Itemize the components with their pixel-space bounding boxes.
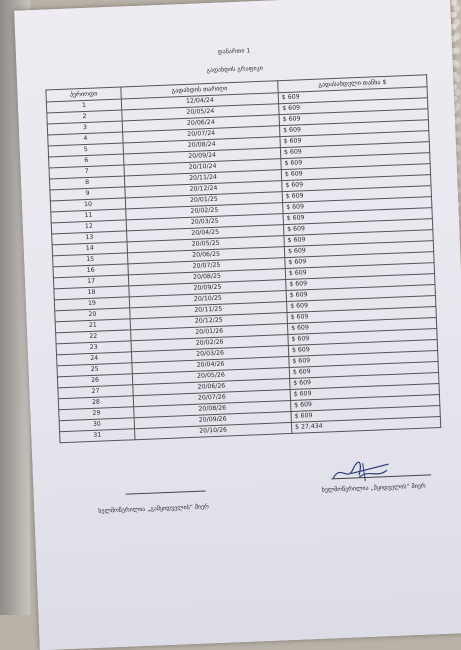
cell-amount: $ 609 [283, 219, 432, 236]
cell-date: 20/07/25 [128, 258, 285, 275]
cell-period: 28 [58, 396, 133, 410]
cell-amount: $ 609 [282, 175, 431, 192]
cell-date: 20/02/25 [126, 203, 283, 220]
cell-amount: $ 609 [286, 274, 435, 291]
cell-date: 20/09/26 [134, 411, 291, 428]
cell-period: 20 [55, 308, 130, 322]
buyer-signature-caption: ხელმოწერილია „მყიდველის“ მიერ [321, 482, 426, 494]
cell-date: 20/10/24 [124, 159, 281, 176]
cell-date: 20/03/26 [131, 346, 288, 363]
cell-date: 20/12/24 [125, 181, 282, 198]
cell-date: 20/02/26 [131, 335, 288, 352]
cell-period: 17 [53, 275, 128, 289]
cell-period: 21 [55, 319, 130, 333]
column-header-period: პერიოდი [46, 87, 121, 102]
cell-period: 16 [53, 264, 128, 278]
cell-period: 10 [50, 198, 125, 212]
cell-date: 20/09/25 [129, 280, 286, 297]
cell-amount: $ 609 [283, 208, 432, 225]
cell-period: 19 [54, 297, 129, 311]
cell-amount: $ 609 [287, 307, 436, 324]
cell-amount: $ 609 [280, 131, 429, 148]
payment-schedule-table [45, 74, 441, 443]
cell-period: 6 [49, 154, 124, 168]
cell-period: 3 [47, 121, 122, 135]
cell-date: 20/04/25 [127, 225, 284, 242]
cell-date: 20/05/25 [127, 236, 284, 253]
cell-amount: $ 609 [280, 120, 429, 137]
cell-amount: $ 609 [290, 384, 439, 401]
column-header-amount: გადასახდელი თანხა $ [278, 75, 427, 93]
cell-date: 20/05/24 [122, 104, 279, 121]
document-heading: დანართი 1 [217, 47, 251, 56]
cell-amount: $ 609 [285, 252, 434, 269]
cell-period: 5 [48, 143, 123, 157]
cell-period: 27 [58, 385, 133, 399]
seller-signature-caption: ხელმოწერილია „გამყიდველის“ მიერ [98, 503, 210, 515]
cell-period: 8 [49, 176, 124, 190]
cell-date: 20/12/25 [130, 313, 287, 330]
cell-date: 12/04/24 [121, 93, 278, 110]
cell-period: 2 [47, 110, 122, 124]
cell-date: 20/06/26 [133, 378, 290, 395]
cell-amount: $ 609 [284, 230, 433, 247]
cell-date: 20/04/26 [132, 357, 289, 374]
cell-date: 20/05/26 [132, 367, 289, 384]
cell-period: 31 [60, 429, 135, 443]
cell-amount: $ 609 [289, 351, 438, 368]
cell-amount: $ 609 [285, 263, 434, 280]
cell-date: 20/07/24 [123, 126, 280, 143]
cell-date: 20/03/25 [126, 214, 283, 231]
cell-date: 20/08/26 [134, 400, 291, 417]
cell-amount: $ 609 [287, 296, 436, 313]
cell-amount: $ 609 [291, 394, 440, 411]
cell-date: 20/09/24 [124, 148, 281, 165]
cell-amount: $ 609 [279, 98, 428, 115]
cell-date: 20/07/26 [133, 389, 290, 406]
cell-amount: $ 609 [280, 142, 429, 159]
cell-amount: $ 609 [288, 329, 437, 346]
cell-amount: $ 609 [286, 285, 435, 302]
cell-period: 24 [57, 352, 132, 366]
cell-period: 22 [56, 330, 131, 344]
cell-period: 4 [48, 132, 123, 146]
cell-period: 13 [52, 231, 127, 245]
cell-period: 23 [56, 341, 131, 355]
cell-amount: $ 27,434 [291, 416, 440, 433]
cell-amount: $ 609 [281, 153, 430, 170]
seller-signature-line [126, 490, 206, 494]
cell-date: 20/06/24 [122, 115, 279, 132]
cell-period: 11 [51, 209, 126, 223]
cell-period: 26 [57, 374, 132, 388]
buyer-signature-mark [328, 458, 399, 487]
cell-amount: $ 609 [287, 318, 436, 335]
cell-period: 25 [57, 363, 132, 377]
cell-period: 9 [50, 187, 125, 201]
cell-amount: $ 609 [282, 186, 431, 203]
cell-amount: $ 609 [278, 87, 427, 104]
cell-date: 20/08/25 [128, 269, 285, 286]
cell-date: 20/08/24 [123, 137, 280, 154]
cell-period: 14 [52, 242, 127, 256]
cell-date: 20/11/24 [124, 170, 281, 187]
cell-date: 20/01/26 [131, 324, 288, 341]
cell-amount: $ 609 [288, 340, 437, 357]
cell-date: 20/01/25 [125, 192, 282, 209]
cell-period: 1 [46, 99, 121, 113]
cell-amount: $ 609 [291, 405, 440, 422]
cell-period: 15 [53, 253, 128, 267]
cell-amount: $ 609 [283, 197, 432, 214]
cell-amount: $ 609 [290, 373, 439, 390]
cell-date: 20/10/26 [135, 422, 292, 439]
document-page [14, 0, 461, 650]
cell-period: 29 [59, 407, 134, 421]
cell-date: 20/10/25 [129, 291, 286, 308]
cell-period: 30 [59, 418, 134, 432]
cell-period: 12 [51, 220, 126, 234]
cell-period: 18 [54, 286, 129, 300]
cell-date: 20/11/25 [130, 302, 287, 319]
cell-amount: $ 609 [279, 109, 428, 126]
cell-amount: $ 609 [289, 362, 438, 379]
cell-period: 7 [49, 165, 124, 179]
cell-amount: $ 609 [281, 164, 430, 181]
document-subheading: გადახდის გრაფიკი [206, 64, 263, 75]
cell-date: 20/06/25 [127, 247, 284, 264]
cell-amount: $ 609 [284, 241, 433, 258]
column-header-date: გადახდის თარიღი [121, 81, 278, 99]
